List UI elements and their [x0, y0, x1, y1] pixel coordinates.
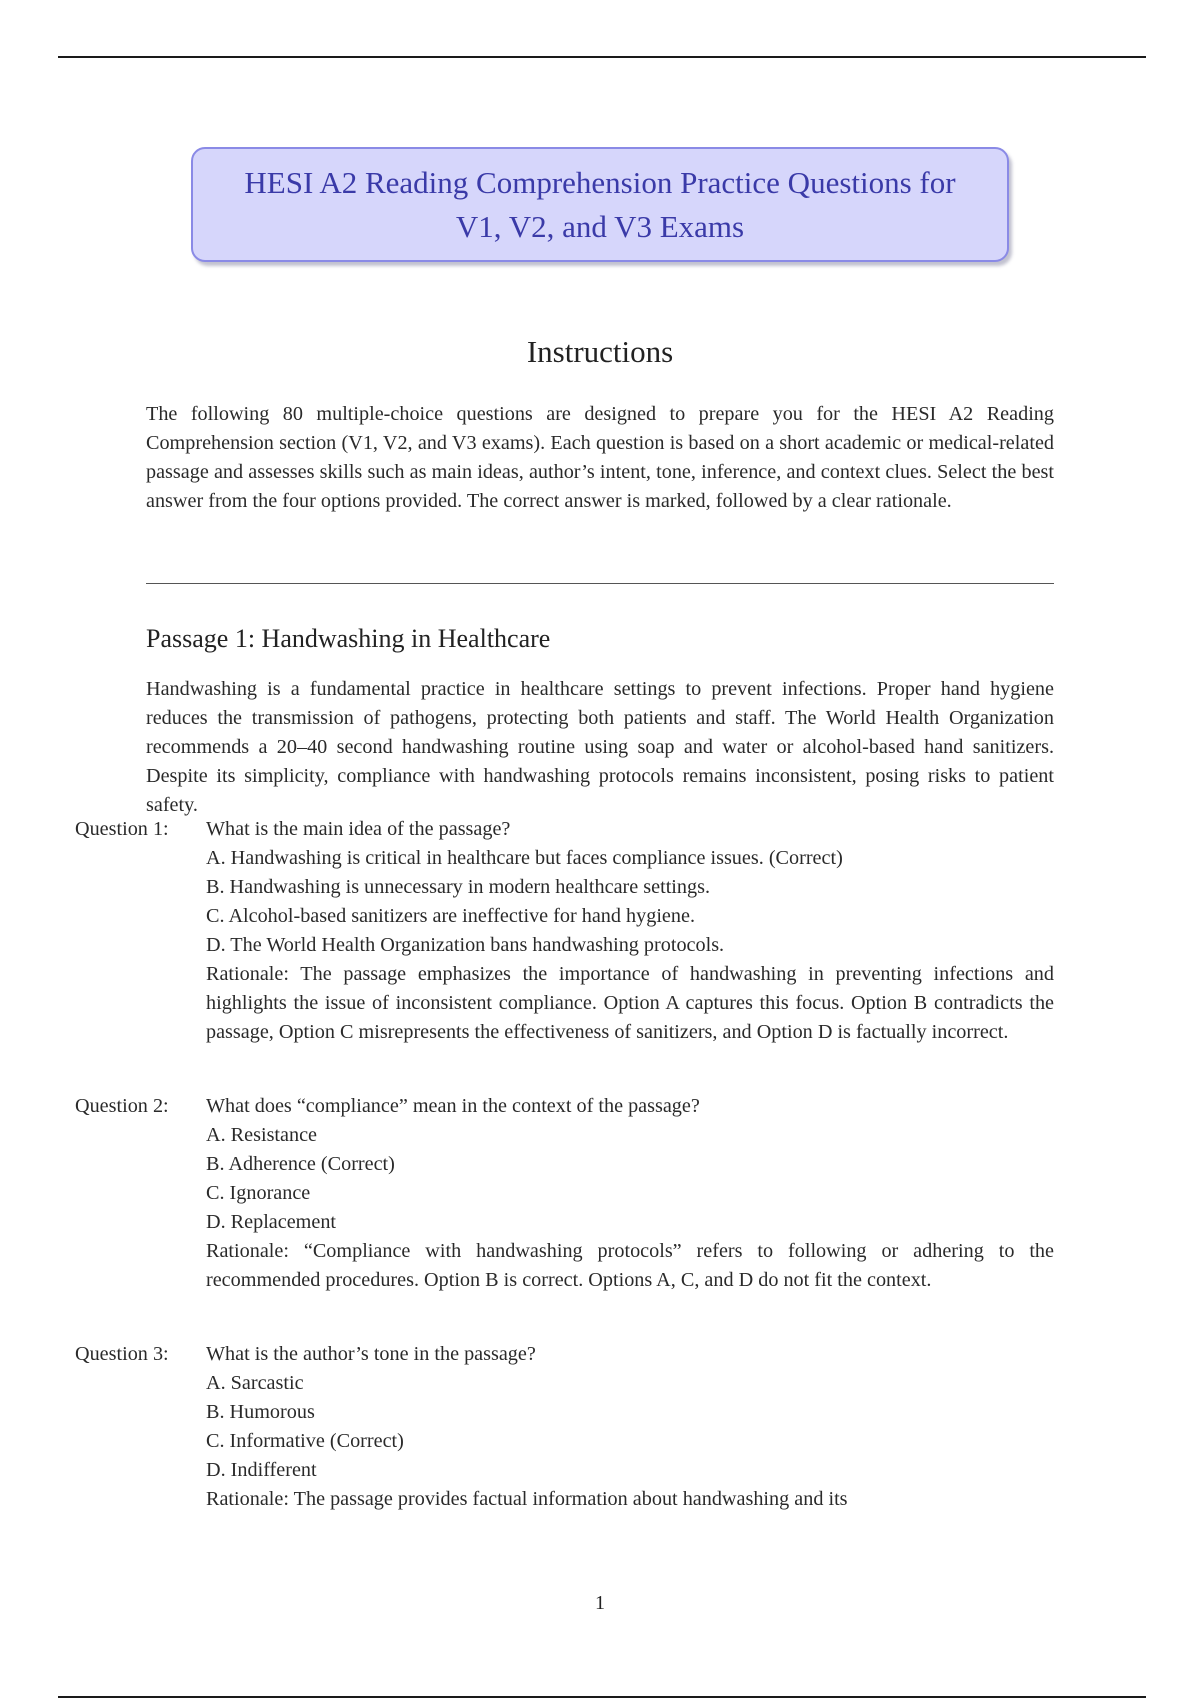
question-prompt: What is the main idea of the passage?	[206, 818, 511, 840]
answer-option: C. Alcohol-based sanitizers are ineffective for hand hygiene.	[206, 905, 695, 927]
question-3	[75, 1340, 1054, 1514]
question-rationale: Rationale: The passage emphasizes the importance of handwashing in preventing infections and highlights the issue of inconsistent compliance. Option A captures this focus. Option B contradicts the passage, Option C misrepresents the effectiveness of sanitizers, and Option D is factually incorrect.	[206, 963, 1054, 1043]
document-title: HESI A2 Reading Comprehension Practice Questions for V1, V2, and V3 Exams	[244, 164, 956, 244]
answer-option: D. Replacement	[206, 1211, 337, 1233]
question-rationale: Rationale: “Compliance with handwashing protocols” refers to following or adhering to the recommended procedures. Option B is correct. Options A, C, and D do not fit the context.	[206, 1240, 1054, 1291]
instructions-text: The following 80 multiple-choice questions are designed to prepare you for the HESI A2 Reading Comprehension section (V1, V2, and V3 exams). Each question is based on a short academic or medical-related passage and assesses skills such as main ideas, author’s intent, tone, inference, and context clues. Select the best answer from the four options provided. The correct answer is marked, followed by a clear rationale.	[146, 403, 1054, 512]
question-2	[75, 1092, 1054, 1295]
question-label: Question 3:	[75, 1343, 169, 1365]
header-rule	[58, 56, 1146, 58]
passage-title: Passage 1: Handwashing in Healthcare	[146, 624, 551, 653]
question-prompt: What does “compliance” mean in the context of the passage?	[206, 1095, 700, 1117]
answer-option: D. The World Health Organization bans handwashing protocols.	[206, 934, 725, 956]
answer-option: A. Sarcastic	[206, 1372, 304, 1394]
answer-option: A. Handwashing is critical in healthcare but faces compliance issues. (Correct)	[206, 847, 843, 869]
footer-rule	[58, 1696, 1146, 1698]
question-label: Question 2:	[75, 1095, 169, 1117]
instructions-heading: Instructions	[526, 334, 674, 369]
answer-option: D. Indifferent	[206, 1459, 317, 1481]
answer-option: A. Resistance	[206, 1124, 318, 1146]
answer-option: C. Ignorance	[206, 1182, 311, 1204]
passage-text: Handwashing is a fundamental practice in healthcare settings to prevent infections. Proper hand hygiene reduces the transmission of pathogens, protecting both patients and staff. The World Health Organization recommends a 20–40 second handwashing routine using soap and water or alcohol-based hand sanitizers. Despite its simplicity, compliance with handwashing protocols remains inconsistent, posing risks to patient safety.	[146, 678, 1054, 816]
section-divider	[146, 583, 1054, 584]
page-number: 1	[595, 1592, 605, 1614]
answer-option: B. Adherence (Correct)	[206, 1153, 395, 1175]
question-rationale: Rationale: The passage provides factual information about handwashing and its	[206, 1488, 848, 1510]
question-1	[75, 815, 1054, 1047]
question-label: Question 1:	[75, 818, 169, 840]
answer-option: B. Humorous	[206, 1401, 315, 1423]
question-prompt: What is the author’s tone in the passage?	[206, 1343, 536, 1365]
answer-option: B. Handwashing is unnecessary in modern healthcare settings.	[206, 876, 710, 898]
title-box	[191, 147, 1009, 262]
answer-option: C. Informative (Correct)	[206, 1430, 404, 1452]
